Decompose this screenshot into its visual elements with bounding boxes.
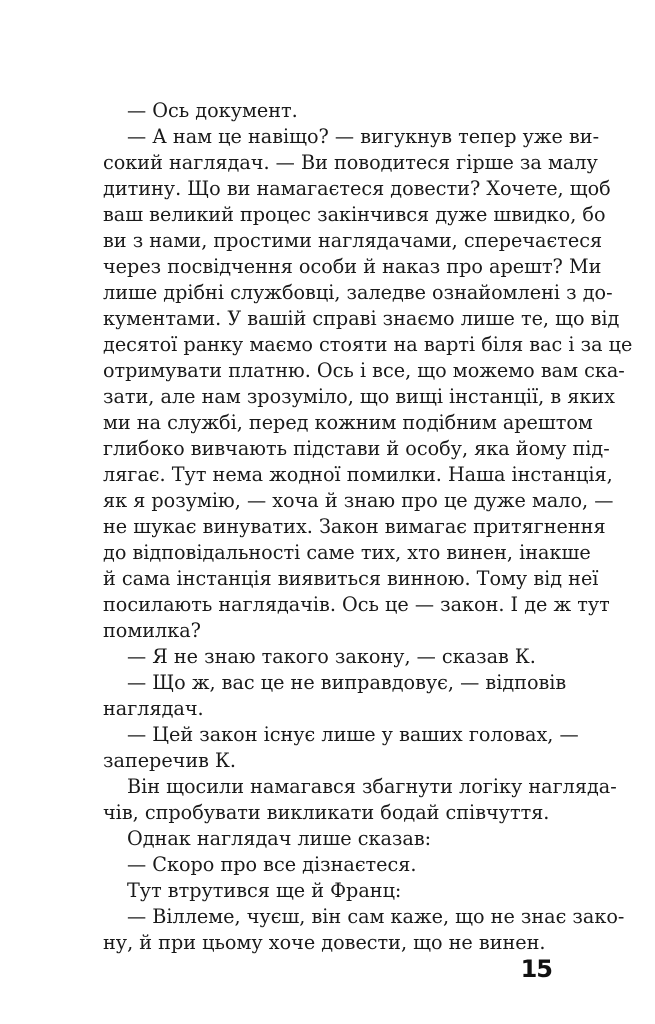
text-line: — Цей закон існує лише у ваших головах, — bbox=[127, 723, 579, 746]
text-line: лише дрібні службовці, заледве ознайомлені з до- bbox=[103, 281, 613, 304]
text-line: дитину. Що ви намагаєтеся довести? Хочете, щоб bbox=[103, 177, 611, 200]
paragraph bbox=[103, 878, 555, 904]
text-line: глибоко вивчають підстави й особу, яка йому під- bbox=[103, 437, 610, 460]
text-line: через посвідчення особи й наказ про арешт? Ми bbox=[103, 255, 602, 278]
page-number: 15 bbox=[520, 955, 552, 983]
text-line: заперечив К. bbox=[103, 749, 237, 772]
text-line: зати, але нам зрозуміло, що вищі інстанції, в яких bbox=[103, 385, 615, 408]
paragraph bbox=[103, 774, 617, 826]
paragraph bbox=[103, 722, 579, 774]
text-line: лягає. Тут нема жодної помилки. Наша інстанція, bbox=[103, 463, 613, 486]
paragraph bbox=[103, 98, 555, 124]
text-line: помилка? bbox=[103, 619, 201, 642]
text-line: — Ось документ. bbox=[127, 99, 298, 122]
text-line: й сама інстанція виявиться винною. Тому від неї bbox=[103, 567, 599, 590]
text-line: — Що ж, вас це не виправдовує, — відповів bbox=[127, 671, 567, 694]
paragraph bbox=[103, 670, 567, 722]
body-text bbox=[103, 98, 633, 956]
text-line: ви з нами, простими наглядачами, сперечаєтеся bbox=[103, 229, 603, 252]
text-line: не шукає винуватих. Закон вимагає притягнення bbox=[103, 515, 606, 538]
paragraph bbox=[103, 644, 555, 670]
text-line: — Я не знаю такого закону, — сказав К. bbox=[127, 645, 536, 668]
text-line: як я розумію, — хоча й знаю про це дуже мало, — bbox=[103, 489, 614, 512]
text-line: отримувати платню. Ось і все, що можемо вам ска- bbox=[103, 359, 625, 382]
text-line: — А нам це навіщо? — вигукнув тепер уже ви- bbox=[127, 125, 600, 148]
text-line: кументами. У вашій справі знаємо лише те, що від bbox=[103, 307, 620, 330]
text-line: ваш великий процес закінчився дуже швидко, бо bbox=[103, 203, 606, 226]
text-line: — Віллеме, чуєш, він сам каже, що не знає зако- bbox=[127, 905, 625, 928]
text-line: до відповідальності саме тих, хто винен, інакше bbox=[103, 541, 591, 564]
text-line: чів, спробувати викликати бодай співчуття. bbox=[103, 801, 550, 824]
paragraph bbox=[103, 904, 625, 956]
text-line: — Скоро про все дізнаєтеся. bbox=[127, 853, 417, 876]
text-line: Тут втрутився ще й Франц: bbox=[127, 879, 402, 902]
text-line: посилають наглядачів. Ось це — закон. І де ж тут bbox=[103, 593, 610, 616]
text-line: Він щосили намагався збагнути логіку наглядa- bbox=[127, 775, 617, 798]
paragraph bbox=[103, 826, 555, 852]
text-line: десятої ранку маємо стояти на варті біля вас і за це bbox=[103, 333, 633, 356]
text-line: сокий наглядач. — Ви поводитеся гірше за малу bbox=[103, 151, 598, 174]
text-line: Однак наглядач лише сказав: bbox=[127, 827, 432, 850]
text-line: наглядач. bbox=[103, 697, 204, 720]
paragraph bbox=[103, 124, 633, 644]
paragraph bbox=[103, 852, 555, 878]
text-line: ну, й при цьому хоче довести, що не винен. bbox=[103, 931, 546, 954]
text-line: ми на службі, перед кожним подібним арештом bbox=[103, 411, 593, 434]
